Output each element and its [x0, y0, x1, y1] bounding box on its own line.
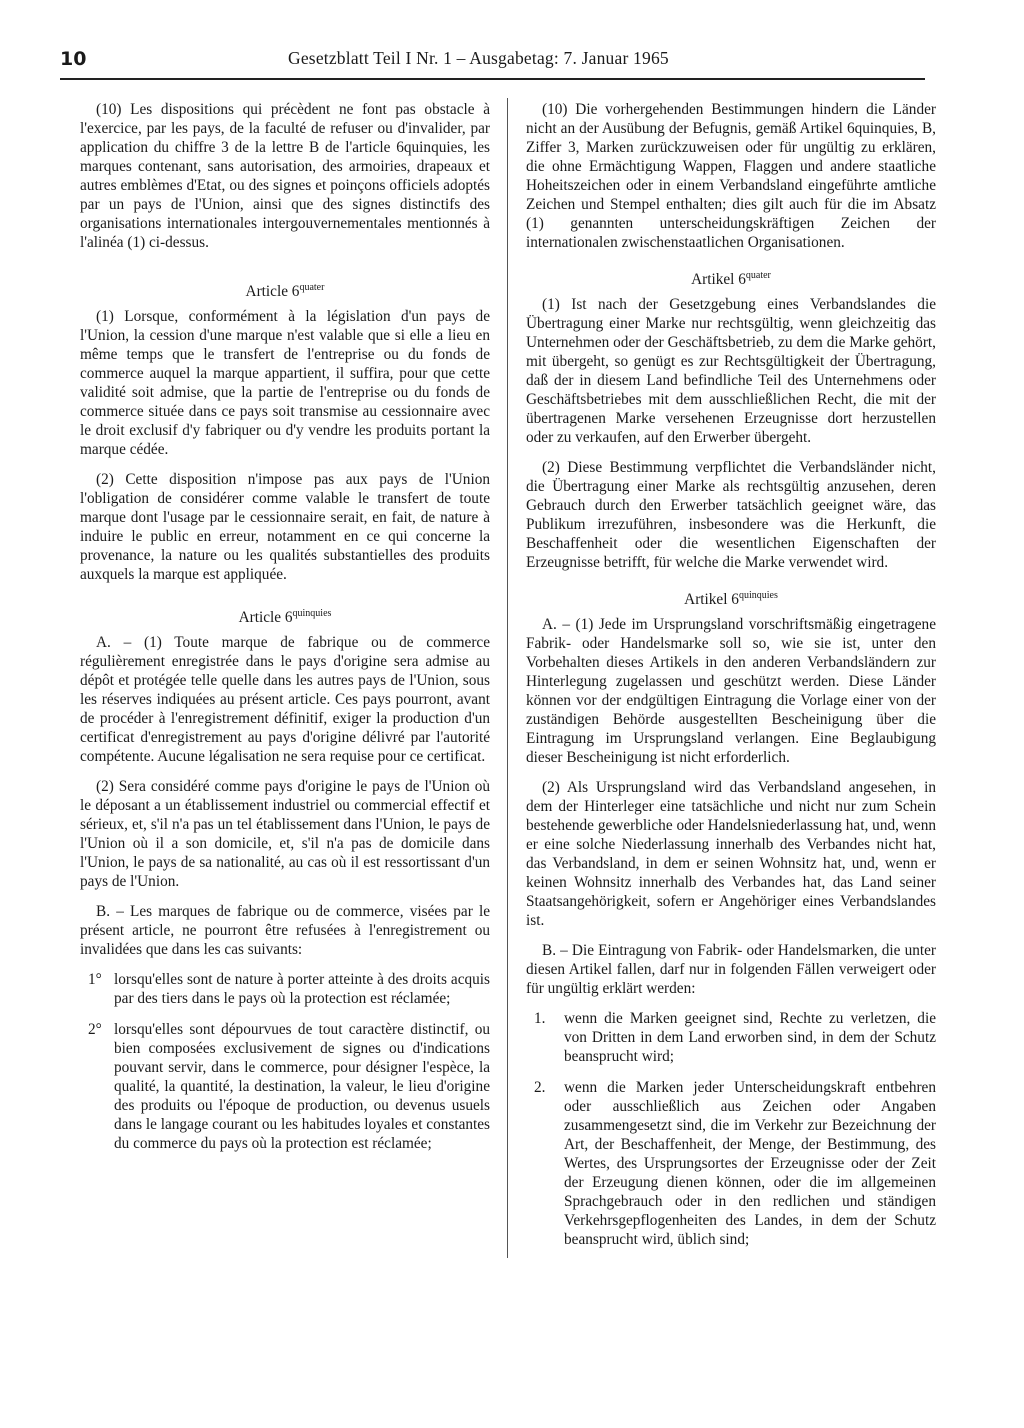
- paragraph-quater-1: (1) Lorsque, conformément à la législation d'un pays de l'Union, la cession d'une marque n'est valable que si elle a lieu en même temps que le transfert de l'entreprise ou du fonds de commerce auquel la marque appartient, il suffira, pour que cette validité soit admise, que la partie de l'entreprise ou du fonds de commerce située dans ce pays soit transmise au cessionnaire avec le droit exclusif d'y fabriquer ou d'y vendre les produits portant la marque cédée.: [80, 308, 490, 458]
- paragraph-a1: A. – (1) Jede im Ursprungsland vorschriftsmäßig eingetragene Fabrik- oder Handelsmarke soll so, wie sie ist, unter den Vorbehalten dieses Artikels in den anderen Verbandsländern zur Hinterlegung zugelassen und geschützt werden. Diese Länder können vor der endgültigen Eintragung die Vorlage einer von der zuständigen Behörde ausgestellten Bescheinigung über die Eintragung im Ursprungsland verlangen. Eine Beglaubigung dieser Bescheinigung ist nicht erforderlich.: [526, 616, 936, 766]
- heading-artikel-6quater: Artikel $6^{quater}$: [691, 270, 771, 288]
- paragraph-quater-2: (2) Cette disposition n'impose pas aux pays de l'Union l'obligation de considérer comme valable le transfert de toute marque dont l'usage par le cessionnaire serait, en fait, de nature à induire le public en erreur, notamment en ce qui concerne la provenance, la nature ou les qualités substantielles des produits auxquels la marque est appliquée.: [80, 471, 490, 583]
- paragraph-b: B. – Les marques de fabrique ou de commerce, visées par le présent article, ne pourront être refusées à l'enregistrement ou invalidées que dans les cas suivants:: [80, 903, 490, 958]
- heading-artikel-6quinquies: Artikel $6^{quinquies}$: [684, 590, 778, 608]
- heading-article-6quater: Article $6^{quater}$: [245, 282, 325, 300]
- german-column: [526, 100, 936, 1261]
- running-title: Gesetzblatt Teil I Nr. 1 – Ausgabetag: 7. Januar 1965: [288, 48, 669, 68]
- list-item: 1. wenn die Marken geeignet sind, Rechte zu verletzen, die von Dritten in dem Land erworben sind, in dem der Schutz beansprucht wird;: [534, 1010, 936, 1065]
- paragraph-10: (10) Die vorhergehenden Bestimmungen hindern die Länder nicht an der Ausübung der Befugnis, gemäß Artikel 6quinquies, B, Ziffer 3, Marken zurückzuweisen oder für ungültig zu erklären, die ohne Ermächtigung Wappen, Flaggen und andere staatliche Hoheitszeichen oder in einem Verbandsland eingeführte amtliche Zeichen und Stempel enthalten; dies gilt auch für die im Absatz (1) genannten unterscheidungskräftigen Zeichen der internationalen zwischenstaatlichen Organisationen.: [526, 101, 936, 251]
- column-divider: [507, 98, 508, 1258]
- paragraph-a2: (2) Sera considéré comme pays d'origine le pays de l'Union où le déposant a un établissement industriel ou commercial effectif et sérieux, et, s'il n'a pas un tel établissement dans l'Union, le pays de l'Union où il a son domicile, et, s'il n'a pas de domicile dans l'Union, le pays de sa nationalité, au cas où il est ressortissant d'un pays de l'Union.: [80, 778, 490, 890]
- paragraph-a2: (2) Als Ursprungsland wird das Verbandsland angesehen, in dem der Hinterleger eine tatsächliche und nicht nur zum Schein bestehende gewerbliche oder Handelsniederlassung hat, und, wenn er eine solche Niederlassung innerhalb des Verbandes nicht hat, das Verbandsland, in dem er seinen Wohnsitz hat, und, wenn er keinen Wohnsitz innerhalb des Verbandes hat, das Land seiner Staatsangehörigkeit, sofern er Angehöriger eines Verbandslandes ist.: [526, 779, 936, 929]
- list-item: 2° lorsqu'elles sont dépourvues de tout caractère distinctif, ou bien composées exclusivement de signes ou d'indications pouvant servir, dans le commerce, pour désigner l'espèce, la qualité, la quantité, la destination, la valeur, le lieu d'origine des produits ou l'époque de production, ou devenus usuels dans le langage courant ou les habitudes loyales et constantes du commerce du pays où la protection est réclamée;: [88, 1021, 490, 1152]
- page-header: [60, 44, 925, 80]
- paragraph-quater-2: (2) Diese Bestimmung verpflichtet die Verbandsländer nicht, die Übertragung einer Marke als rechtsgültig anzusehen, deren Gebrauch durch den Erwerber tatsächlich geeignet wäre, das Publikum irrezuführen, insbesondere was die Herkunft, die Beschaffenheit oder die wesentlichen Eigenschaften der Erzeugnisse betrifft, für welche die Marke verwendet wird.: [526, 459, 936, 571]
- paragraph-b: B. – Die Eintragung von Fabrik- oder Handelsmarken, die unter diesen Artikel fallen, darf nur in folgenden Fällen verweigert oder für ungültig erklärt werden:: [526, 942, 936, 997]
- paragraph-quater-1: (1) Ist nach der Gesetzgebung eines Verbandslandes die Übertragung einer Marke nur rechtsgültig, wenn gleichzeitig das Unternehmen oder der Geschäftsbetrieb, zu dem die Marke gehört, mit übergeht, so genügt es zur Rechtsgültigkeit der Übertragung, daß der in diesem Land befindliche Teil des Unternehmens oder Geschäftsbetriebes mit dem ausschließlichen Recht, die mit der übertragenen Marke versehenen Erzeugnisse dort herzustellen oder zu verkaufen, auf den Erwerber übergeht.: [526, 296, 936, 446]
- paragraph-a1: A. – (1) Toute marque de fabrique ou de commerce régulièrement enregistrée dans le pays d'origine sera admise au dépôt et protégée telle quelle dans les autres pays de l'Union, sous les réserves indiquées au présent article. Ces pays pourront, avant de procéder à l'enregistrement définitif, exiger la production d'un certificat d'enregistrement au pays d'origine délivré par l'autorité compétente. Aucune légalisation ne sera requise pour ce certificat.: [80, 634, 490, 765]
- page-number: 10: [60, 48, 87, 70]
- french-column: [80, 100, 490, 1165]
- list-item: 1° lorsqu'elles sont de nature à porter atteinte à des droits acquis par des tiers dans le pays où la protection est réclamée;: [88, 971, 490, 1007]
- list-item: 2. wenn die Marken jeder Unterscheidungskraft entbehren oder ausschließlich aus Zeichen oder Angaben zusammengesetzt sind, die im Verkehr zur Bezeichnung der Art, der Beschaffenheit, der Menge, der Bestimmung, des Wertes, des Ursprungsortes der Erzeugnisse oder der Zeit der Erzeugung dienen können, oder die im allgemeinen Sprachgebrauch oder in den redlichen und ständigen Verkehrsgepflogenheiten des Landes, in dem der Schutz beansprucht wird, üblich sind;: [534, 1079, 936, 1248]
- paragraph-10: (10) Les dispositions qui précèdent ne font pas obstacle à l'exercice, par les pays, de la faculté de refuser ou d'invalider, par application du chiffre 3 de la lettre B de l'article 6quinquies, les marques contenant, sans autorisation, des armoiries, drapeaux et autres emblèmes d'Etat, ou des signes et poinçons officiels adoptés par un pays de l'Union, ainsi que des signes distinctifs des organisations internationales intergouvernementales mentionnés à l'alinéa (1) ci-dessus.: [80, 101, 490, 251]
- heading-article-6quinquies: Article $6^{quinquies}$: [238, 608, 332, 626]
